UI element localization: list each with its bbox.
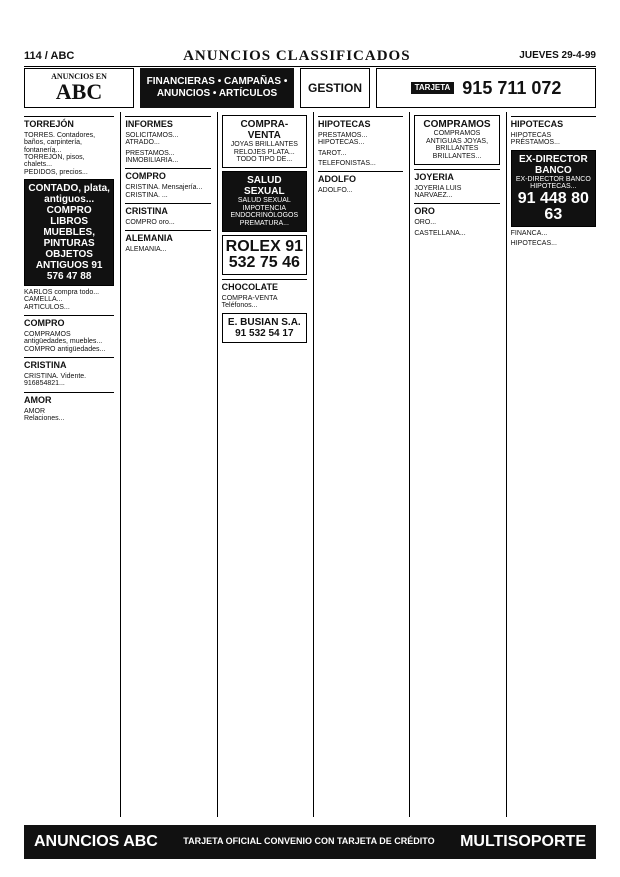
ad-box [222, 235, 307, 275]
ad-phone: 91 448 80 63 [517, 190, 589, 224]
phone-number: 915 711 072 [462, 78, 562, 98]
ad-box [222, 171, 307, 232]
col-text: COMPRA-VENTA Teléfonos... [221, 294, 278, 310]
col-heading: ALEMANIA [125, 230, 210, 243]
ad-text: JOYAS BRILLANTES RELOJES PLATA... TODO TIPO DE... [230, 141, 298, 164]
ad-box [414, 115, 499, 165]
col-heading: AMOR [24, 392, 114, 405]
col-text: COMPRAMOS antigüedades, muebles... COMPRO antigüedades... [24, 331, 106, 353]
col-heading: COMPRO [24, 315, 114, 328]
col-heading: CRISTINA [24, 357, 114, 370]
ad-text: E. BUSIAN S.A. 91 532 54 17 [227, 316, 301, 339]
col-text: ORO... [414, 219, 437, 227]
col-heading: TORREJÓN [24, 116, 114, 129]
col-heading: HIPOTECAS [511, 116, 596, 129]
ad-text: CONTADO, plata, antiguos... COMPRO LIBROS MUEBLES, PINTURAS OBJETOS ANTIGUOS 91 576 47 88 [28, 183, 110, 283]
col-heading: INFORMES [125, 116, 210, 129]
col-text: CRISTINA. Mensajería... CRISTINA. ... [125, 184, 203, 199]
col-text: KARLOS compra todo... CAMELLA... ARTICULOS... [24, 289, 100, 311]
ad-text: EX-DIRECTOR BANCO HIPOTECAS... [515, 175, 591, 191]
ad-box [24, 179, 114, 286]
col-heading: COMPRO [125, 168, 210, 181]
abc-small-label: ANUNCIOS EN [51, 72, 107, 81]
ad-heading: EX-DIRECTOR BANCO [518, 153, 588, 176]
ad-box [222, 115, 307, 168]
col-text: SOLICITAMOS... ATRADO... [125, 132, 179, 147]
col-text: TAROT... [318, 149, 347, 157]
col-heading: JOYERIA [414, 169, 499, 182]
ad-text: SALUD SEXUAL IMPOTENCIA ENDOCRINÓLOGOS PREMATURA... [230, 197, 299, 228]
footer-middle: TARJETA OFICIAL CONVENIO CON TARJETA DE CRÉDITO [183, 836, 435, 847]
column-2 [120, 112, 210, 817]
col-heading: CRISTINA [125, 203, 210, 216]
columns [24, 112, 596, 817]
col-heading: HIPOTECAS [318, 116, 403, 129]
page-date: JUEVES 29-4-99 [519, 50, 596, 61]
col-text: HIPOTECAS PRÉSTAMOS... [510, 132, 560, 147]
banner-text: FINANCIERAS • CAMPAÑAS • ANUNCIOS • ARTÍCULOS [140, 68, 294, 108]
col-text: AMOR Relaciones... [24, 407, 65, 423]
col-text: JOYERIA LUIS NARVAEZ... [414, 184, 462, 200]
footer-left: ANUNCIOS ABC [34, 833, 158, 850]
col-text: CRISTINA. Vidente. 916854821... [24, 373, 87, 388]
abc-logo [24, 68, 134, 108]
col-text: PRESTAMOS... INMOBILIARIA... [125, 149, 179, 165]
gestion-label: GESTION [300, 68, 370, 108]
column-4 [313, 112, 403, 817]
phone-box [376, 68, 596, 108]
top-banner [24, 68, 596, 108]
col-text: TELEFONISTAS... [318, 160, 376, 168]
column-1 [24, 112, 114, 817]
ad-heading: COMPRAMOS [423, 119, 491, 130]
column-3 [217, 112, 307, 817]
page-title: ANUNCIOS CLASSIFICADOS [183, 47, 411, 64]
col-text: ADOLFO... [318, 187, 353, 195]
column-5 [409, 112, 499, 817]
col-text: FINANCA... [510, 230, 548, 238]
col-text: HIPOTECAS... [510, 240, 557, 248]
footer-right: MULTISOPORTE [460, 833, 586, 850]
ad-text: COMPRAMOS ANTIGUAS JOYAS, BRILLANTES BRILLANTES... [425, 130, 489, 161]
ad-heading: COMPRA-VENTA [240, 119, 289, 141]
phone-tag: TARJETA [411, 82, 455, 95]
col-text: PRESTAMOS... HIPOTECAS... [318, 132, 368, 147]
page-header [24, 46, 596, 67]
col-heading: ADOLFO [318, 171, 403, 184]
col-heading: ORO [414, 203, 499, 216]
col-text: ALEMANIA... [125, 246, 167, 254]
ad-box [511, 150, 596, 227]
footer-banner [24, 825, 596, 859]
ad-box [222, 313, 307, 343]
abc-label: ABC [55, 79, 103, 104]
col-text: COMPRO oro... [125, 219, 175, 227]
col-text: TORRES. Contadores, baños, carpintería, fontanería... TORREJÓN, pisos, chalets... PEDIDOS, precios... [24, 132, 96, 176]
ad-heading: SALUD SEXUAL [244, 175, 285, 198]
column-6 [506, 112, 596, 817]
page-number: 114 / ABC [24, 49, 75, 62]
col-text: CASTELLANA... [414, 229, 466, 237]
col-heading: CHOCOLATE [222, 279, 307, 292]
ad-text: ROLEX 91 532 75 46 [225, 237, 304, 271]
